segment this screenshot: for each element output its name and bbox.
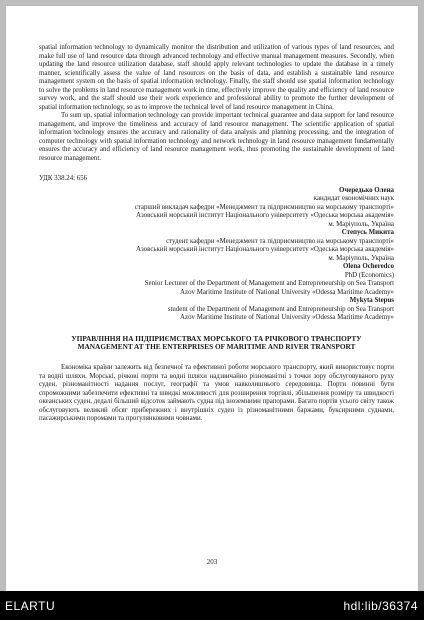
author-affiliation: Азовський морський інститут Національного університету «Одеська морська академія» [136,246,394,253]
author-affiliation: Азовський морський інститут Національного університету «Одеська морська академія» [136,212,394,219]
author-position: студент кафедри «Менеджмент та підприємництво на морському транспорті» [166,237,394,245]
author-name: Olena Ocheredco [343,263,394,270]
author-position: старший викладач кафедри «Менеджмент та підприємництво на морському транспорті» [134,203,394,211]
author-affiliation: Azov Maritime Institute of National University «Odessa Maritime Academy» [180,288,394,296]
page-content [39,44,394,424]
author-position: student of the Department of Management and Entrepreneurship on Sea Transport [167,305,394,313]
author-position: Senior Lecturer of the Department of Management and Entrepreneurship on Sea Transport [144,280,394,287]
author-name: Степусь Микита [341,229,394,236]
author-block-ua-2 [39,229,394,263]
author-degree: PhD (Economics) [344,271,394,279]
repository-name: ELARTU [5,599,56,613]
author-name: Mykyta Stepus [349,297,394,304]
body-paragraph: spatial information technology to dynamically monitor the distribution and utilization of various types of land resources, and make full use of land resource data through advanced technology and effective manual management measures. Secondly, when updating the land resource utilization database, staff should apply relevant technologies to update the database in a timely manner, scientifically assess the value of land resources on the basis of data, and establish a sustainable land resource management system on the basis of spatial information technology. Finally, the staff should use spatial information technology to solve the problems in land resource management work in time, effectively improve the quality and efficiency of land resource survey work, and the staff should use their work experience and professional ability to promote the further development of spatial information technology, so as to improve the technical level of land resource management in China. [39,44,394,111]
page-number: 203 [206,558,218,566]
article-title-ua: УПРАВЛІННЯ НА ПІДПРИЄМСТВАХ МОРСЬКОГО ТА РІЧКОВОГО ТРАНСПОРТУ [71,333,362,343]
author-city: м. Маріуполь, Україна [328,220,394,228]
document-page [6,6,418,591]
author-block-ua-1 [39,187,394,230]
handle-id: hdl:lib/36374 [343,599,418,613]
author-block-en-2 [39,297,394,323]
body-paragraph: To sum up, spatial information technology can provide important technical guarantee and data support for land resource management, and improve the timeliness and accuracy of land resource management. The scientific application of spatial information technology ensures the accuracy and rationality of data analysis and planning processing, and the integration of computer technology with spatial information technology and network technology in land resource management fundamentally ensures the accuracy and efficiency of land resource management work, thus promoting the sustainable development of land resource management. [39,112,394,162]
udc-code: УДК 338.24: 656 [39,175,88,182]
author-affiliation: Azov Maritime Institute of National University «Odessa Maritime Academy» [180,314,394,321]
article-title-en: MANAGEMENT AT THE ENTERPRISES OF MARITIME AND RIVER TRANSPORT [77,342,356,352]
author-block-en-1 [39,263,394,297]
abstract-paragraph: Економіка країни залежить від безпечної та ефективної роботи морського транспорту, який використовує порти та водні шляхи. Морські, річкові порти та водні шляхи надзвичайно різноманітні з точки зору обслуговуваного руху суден, різноманітності надання послуг, географії та умов навколишнього середовища. Порти повинні бути спроможними забезпечити ефективні та швидкі можливості для розширення торгівлі, збільшення розміру та швидкості океанських суден, дедалі більший відсоток займають судна під іноземними прапорами. Багато портів усього світу також обслуговують великий обсяг прибережних і внутрішніх суден із різноманітними баржами, буксирними суднами, пасажирськими поромами та прогулянковими човнами. [39,364,394,423]
author-degree: кандидат економічних наук [313,195,394,202]
author-name: Очередько Олена [339,186,394,194]
footer-bar [0,591,424,620]
author-city: м. Маріуполь, Україна [328,254,394,262]
